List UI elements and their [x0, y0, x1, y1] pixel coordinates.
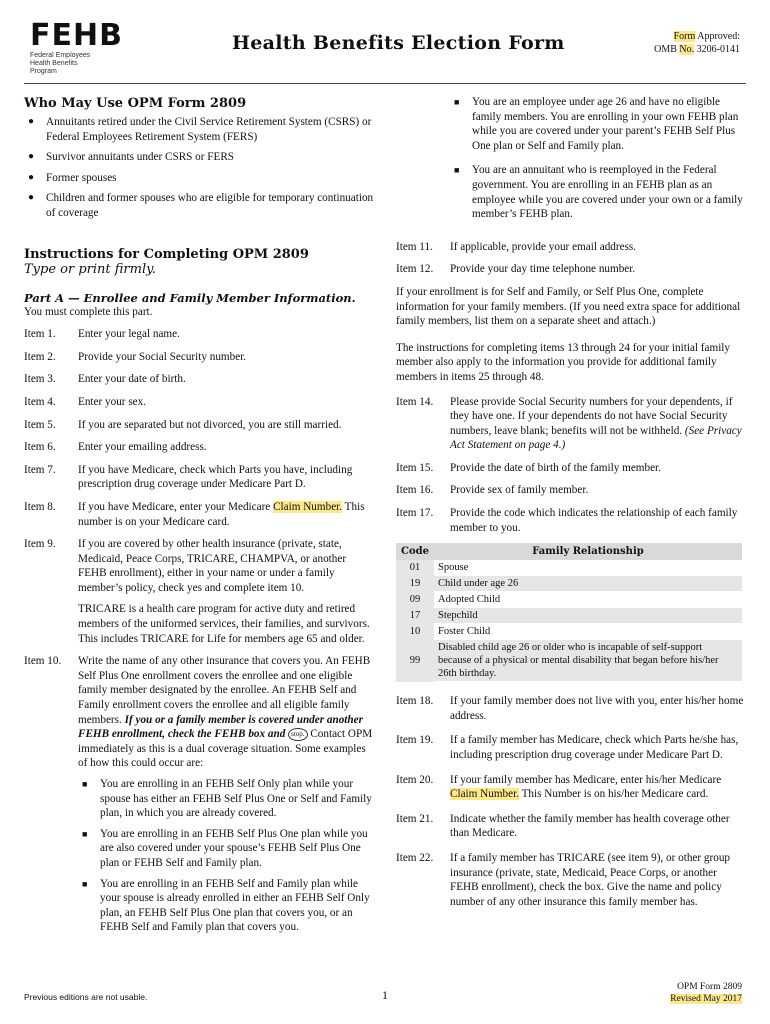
right-column	[396, 95, 746, 917]
table-row: 09 Adopted Child	[396, 592, 742, 608]
item-10-row: Item 10. Write the name of any other insurance that covers you. An FEHB Self Plus One enrollment covers the enrollee and one eligible family member designated by the enrollee. An FEHB Self and Family enrollment covers the enrollee and all eligible family members. If you or a family member is covered under another FEHB enrollment, check the FEHB box and stop. Contact OPM immediately as this is a dual coverage situation. Some examples of how this could occur are: ■ You are enrolling in an FEHB Self Only plan while your spouse has either an FEHB Self Plus One or Self and Family plan, in which you are already covered. ■ You are enrolling in an FEHB Self Plus One plan while you are also covered under your spouse’s FEHB Self Plus One plan or FEHB Self and Family plan. ■ You are enrolling in an FEHB Self and Family plan while your spouse is already enrolled in either an FEHB Self Only plan, an FEHB Self Plus One plan that covers you, or an FEHB Self and Family plan that covers you.	[24, 654, 376, 941]
item-row: Item 16. Provide sex of family member.	[396, 484, 589, 497]
item-10-bullets	[78, 777, 376, 935]
items-13-24-paragraph: The instructions for completing items 13 through 24 for your initial family member also apply to the information you provide for additional family members in items 25 through 48.	[396, 341, 731, 383]
item-20-row: Item 20. If your family member has Medicare, enter his/her Medicare Claim Number. This Number is on his/her Medicare card.	[396, 773, 722, 801]
page-number: 1	[382, 988, 388, 1002]
list-item: ■ You are enrolling in an FEHB Self Plus One plan while you are also covered under your spouse’s FEHB Self Plus One plan or FEHB Self and Family plan.	[82, 827, 368, 869]
item-row: Item 15. Provide the date of birth of the family member.	[396, 461, 661, 474]
omb-number: 3206-0141	[694, 44, 740, 55]
list-item: ● Children and former spouses who are eligible for temporary continuation of coverage	[28, 192, 374, 219]
omb-approval	[654, 30, 740, 56]
table-header: Family Relationship	[434, 543, 742, 560]
item-14-row: Item 14. Please provide Social Security numbers for your dependents, if they have one. If your dependents do not have Social Security numbers, leave blank; benefits will not be withheld. (See Privacy Act Statement on page 4.)	[396, 395, 742, 452]
footer-form-name: OPM Form 2809	[677, 982, 742, 992]
instructions-heading: Instructions for Completing OPM 2809	[24, 246, 309, 262]
item-row: Item 6. Enter your emailing address.	[24, 441, 207, 454]
fehb-logo	[30, 18, 123, 76]
item-row: Item 5. If you are separated but not divorced, you are still married.	[24, 418, 342, 431]
instructions-subheading: Type or print firmly.	[24, 261, 156, 277]
header-rule	[24, 83, 746, 84]
item-row: Item 11. If applicable, provide your email address.	[396, 240, 637, 253]
who-bullets	[24, 115, 376, 221]
item-row: Item 21. Indicate whether the family member has health coverage other than Medicare.	[396, 812, 730, 840]
relationship-code-table	[396, 543, 742, 682]
approval-rest: Approved:	[695, 31, 740, 42]
item-row: Item 7. If you have Medicare, check which Parts you have, including prescription drug coverage under Medicare Part D.	[24, 463, 353, 491]
item-row: Item 3. Enter your date of birth.	[24, 373, 186, 386]
footer-revised: Revised May 2017	[670, 994, 742, 1004]
left-column	[24, 96, 376, 949]
item-9-row: Item 9. If you are covered by other health insurance (private, state, Medicaid, Peace Corps, TRICARE, CHAMPVA, or another FEHB enrollment), either in your name or under a family member’s policy, check yes and complete item 10. TRICARE is a health care program for active duty and retired members of the uniformed services, their families, and survivors. This includes TRICARE for Life for members age 65 and older.	[24, 538, 370, 645]
item-row: Item 18. If your family member does not live with you, enter his/her home address.	[396, 695, 744, 722]
item-row: Item 19. If a family member has Medicare, check which Parts he/she has, including prescription drug coverage under Medicare Part D.	[396, 734, 739, 762]
item-row: Item 17. Provide the code which indicates the relationship of each family member to you.	[396, 507, 738, 534]
list-item: ■ You are enrolling in an FEHB Self Only plan while your spouse has either an FEHB Self Plus One or Self and Family plan, in which you are already covered.	[82, 778, 372, 820]
table-header: Code	[396, 543, 434, 560]
list-item: ● Survivor annuitants under CSRS or FERS	[28, 151, 235, 164]
table-row: 10 Foster Child	[396, 624, 742, 640]
page-title: Health Benefits Election Form	[232, 32, 565, 54]
list-item: ■ You are enrolling in an FEHB Self and Family plan while your spouse is already enrolled in either an FEHB Self Only plan, an FEHB Self Plus One plan that covers you, or an FEHB Self and Family plan that covers you.	[82, 877, 370, 934]
stop-circle: stop.	[288, 728, 307, 741]
claim-number-highlight: Claim Number.	[450, 788, 519, 801]
footer-form-info	[670, 981, 742, 1005]
list-item: ● Former spouses	[28, 171, 117, 184]
approval-form-word: Form	[673, 31, 696, 42]
logo-sub-2: Health Benefits Program	[30, 60, 78, 75]
logo-text: FEHB	[30, 18, 123, 53]
list-item: ● Annuitants retired under the Civil Service Retirement System (CSRS) or Federal Employees Retirement System (FERS)	[28, 116, 372, 143]
item-row: Item 2. Provide your Social Security number.	[24, 350, 247, 363]
part-a-heading: Part A — Enrollee and Family Member Information.	[24, 290, 356, 305]
table-row: 01 Spouse	[396, 560, 742, 576]
item-row: Item 1. Enter your legal name.	[24, 328, 180, 341]
table-row: 19 Child under age 26	[396, 576, 742, 592]
list-item: ■ You are an employee under age 26 and have no eligible family members. You are enrolling in your own FEHB plan while you are covered under your parent’s FEHB Self Plus One plan or Self and Family plan.	[454, 96, 739, 152]
table-row: 99 Disabled child age 26 or older who is incapable of self-support because of a physical or mental disability that began before his/her 26th birthday.	[396, 640, 742, 682]
family-paragraph: If your enrollment is for Self and Family, or Self Plus One, complete information for your family members. (If you need extra space for additional family members, list them on a separate sheet and attach.)	[396, 285, 741, 328]
items-list	[24, 327, 376, 941]
omb-no: No.	[679, 44, 695, 55]
part-a-note: You must complete this part.	[24, 305, 153, 318]
list-item: ■ You are an annuitant who is reemployed in the Federal government. You are enrolling in an FEHB plan as an employee while you are covered under your own or a family member’s FEHB plan.	[454, 164, 743, 221]
item-8-row: Item 8. If you have Medicare, enter your Medicare Claim Number. This number is on your Medicare card.	[24, 500, 365, 528]
omb-word: OMB	[654, 44, 677, 55]
item-row: Item 22. If a family member has TRICARE (see item 9), or other group insurance (private, state, Medicaid, Peace Corps, or another FEHB enrollment), check the box. Give the name and policy number of any other insurance this family member has.	[396, 852, 731, 908]
item-row: Item 12. Provide your day time telephone number.	[396, 263, 636, 276]
footer-editions-note: Previous editions are not usable.	[24, 992, 148, 1002]
claim-number-highlight: Claim Number.	[273, 500, 343, 513]
right-bullets	[450, 95, 746, 222]
table-row: 17 Stepchild	[396, 608, 742, 624]
item-row: Item 4. Enter your sex.	[24, 395, 147, 408]
logo-sub-1: Federal Employees	[30, 52, 91, 59]
who-heading: Who May Use OPM Form 2809	[24, 96, 247, 111]
